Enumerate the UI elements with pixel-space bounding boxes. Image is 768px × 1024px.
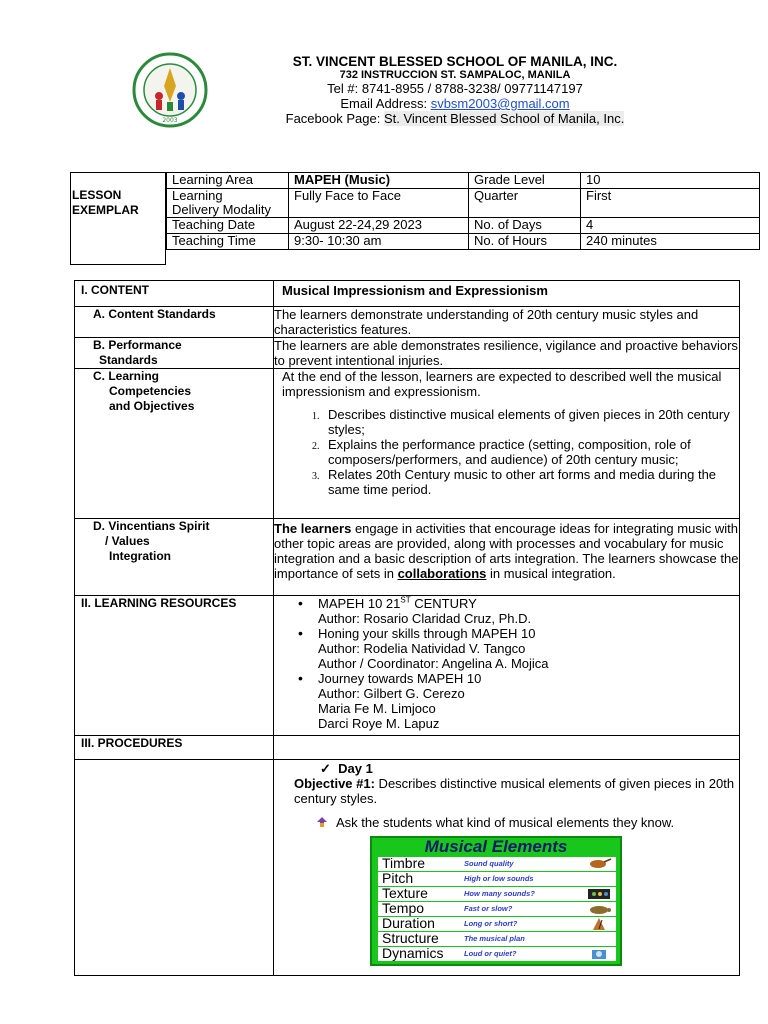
lesson-exemplar-box [70, 172, 166, 265]
list-item: 1. Describes distinctive musical elements of given pieces in 20th century styles; [322, 407, 739, 437]
school-telephone: Tel #: 8741-8955 / 8788-3238/ 09771147197 [327, 81, 583, 96]
instruction-item: Ask the students what kind of musical elements they know. [294, 815, 739, 830]
competencies-value: At the end of the lesson, learners are expected to described well the musical impressionism and expressionism. 1. Describes distinctive musical elements of given pieces in 20th century styles; 2. Explains the performance practice (setting, composition, role of composers/performers, and audience) of 20th century music; 3. Relates 20th Century music to other art forms and media during the same time period. [274, 369, 740, 519]
objective-text: Objective #1: Describes distinctive musical elements of given pieces in 20th century styles. [294, 776, 735, 806]
objectives-list [274, 407, 739, 497]
table-row: Teaching Date August 22-24,29 2023 No. of Days 4 [167, 218, 760, 234]
chart-row: Structure The musical plan [378, 932, 616, 946]
school-email: Email Address: svbsm2003@gmail.com [340, 96, 570, 111]
table-row: Teaching Time 9:30- 10:30 am No. of Hours 240 minutes [167, 234, 760, 250]
values-integration-value: The learners engage in activities that encourage ideas for integrating music with other topic areas are provided, along with processes and vocabulary for music integration and a basic description of arts integration. The learners showcase the importance of sets in collaborations in musical integration. [274, 519, 740, 596]
school-name: ST. VINCENT BLESSED SCHOOL OF MANILA, INC. [292, 54, 618, 69]
table-row [75, 307, 740, 338]
list-item: Author / Coordinator: Angelina A. Mojica [318, 656, 549, 671]
performance-standards-label: B. Performance Standards [75, 338, 274, 369]
chart-title: Musical Elements [424, 837, 568, 856]
content-standards-value: The learners demonstrate understanding of 20th century music styles and characteristics features. [274, 307, 740, 338]
table-row [75, 519, 740, 596]
values-integration-label: D. Vincentians Spirit / Values Integration [75, 519, 274, 596]
list-item: • MAPEH 10 21ST CENTURY [318, 596, 739, 611]
content-title: Musical Impressionism and Expressionism [282, 283, 548, 298]
checkmark-icon: ✓ [320, 761, 331, 776]
table-row [75, 338, 740, 369]
learning-resources-label: II. LEARNING RESOURCES [75, 596, 274, 736]
email-link[interactable]: svbsm2003@gmail.com [430, 96, 570, 111]
list-item: Author: Rodelia Natividad V. Tangco [318, 641, 526, 656]
table-row [75, 596, 740, 736]
list-item: 2. Explains the performance practice (setting, composition, role of composers/performers, and audience) of 20th century music; [322, 437, 739, 467]
chart-row: Texture How many sounds? [378, 887, 616, 901]
competencies-label: C. Learning Competencies and Objectives [75, 369, 274, 519]
list-item: • Honing your skills through MAPEH 10 [318, 626, 739, 641]
list-item: Darci Roye M. Lapuz [318, 716, 440, 731]
procedures-label: III. PROCEDURES [75, 736, 274, 760]
svg-text:2003: 2003 [162, 117, 178, 124]
list-item: Author: Rosario Claridad Cruz, Ph.D. [318, 611, 532, 626]
lesson-plan-table [74, 280, 740, 976]
school-address: 732 INSTRUCCION ST. SAMPALOC, MANILA [339, 69, 571, 81]
chart-row: Dynamics Loud or quiet? [378, 947, 616, 961]
content-label: I. CONTENT [75, 281, 274, 307]
chart-row: Pitch High or low sounds [378, 872, 616, 886]
school-facebook: Facebook Page: St. Vincent Blessed School of Manila, Inc. [285, 111, 625, 126]
list-item: • Journey towards MAPEH 10 [318, 671, 739, 686]
content-standards-label: A. Content Standards [75, 307, 274, 338]
procedures-value [274, 760, 740, 976]
resources-list [274, 596, 739, 731]
table-row [75, 369, 740, 519]
musical-elements-chart [370, 836, 622, 966]
table-row [75, 736, 740, 760]
table-row: Learning Area MAPEH (Music) Grade Level 10 [167, 173, 760, 189]
metronome-icon [586, 918, 612, 930]
lesson-info-table [166, 172, 760, 250]
list-item: Author: Gilbert G. Cerezo [318, 686, 465, 701]
arrow-bullet-icon [316, 816, 328, 828]
performance-standards-value: The learners are able demonstrates resilience, vigilance and proactive behaviors to prevent intentional injuries. [274, 338, 738, 368]
chart-row: Duration Long or short? [378, 917, 616, 931]
violin-icon [586, 858, 612, 870]
speaker-icon [586, 948, 612, 960]
lesson-exemplar-title: LESSON EXEMPLAR [72, 188, 139, 217]
facebook-page-name: St. Vincent Blessed School of Manila, Inc. [383, 111, 625, 126]
table-row [75, 281, 740, 307]
day-heading: ✓ Day 1 [320, 761, 373, 776]
list-item: 3. Relates 20th Century music to other art forms and media during the same time period. [322, 467, 739, 497]
learning-resources-value [274, 596, 740, 736]
table-row [75, 760, 740, 976]
orchestra-icon [586, 888, 612, 900]
chart-row: Tempo Fast or slow? [378, 902, 616, 916]
table-row: Learning Delivery Modality Fully Face to Face Quarter First [167, 189, 760, 218]
turtle-icon [586, 903, 612, 915]
chart-row: Timbre Sound quality [378, 857, 616, 871]
list-item: Maria Fe M. Limjoco [318, 701, 436, 716]
